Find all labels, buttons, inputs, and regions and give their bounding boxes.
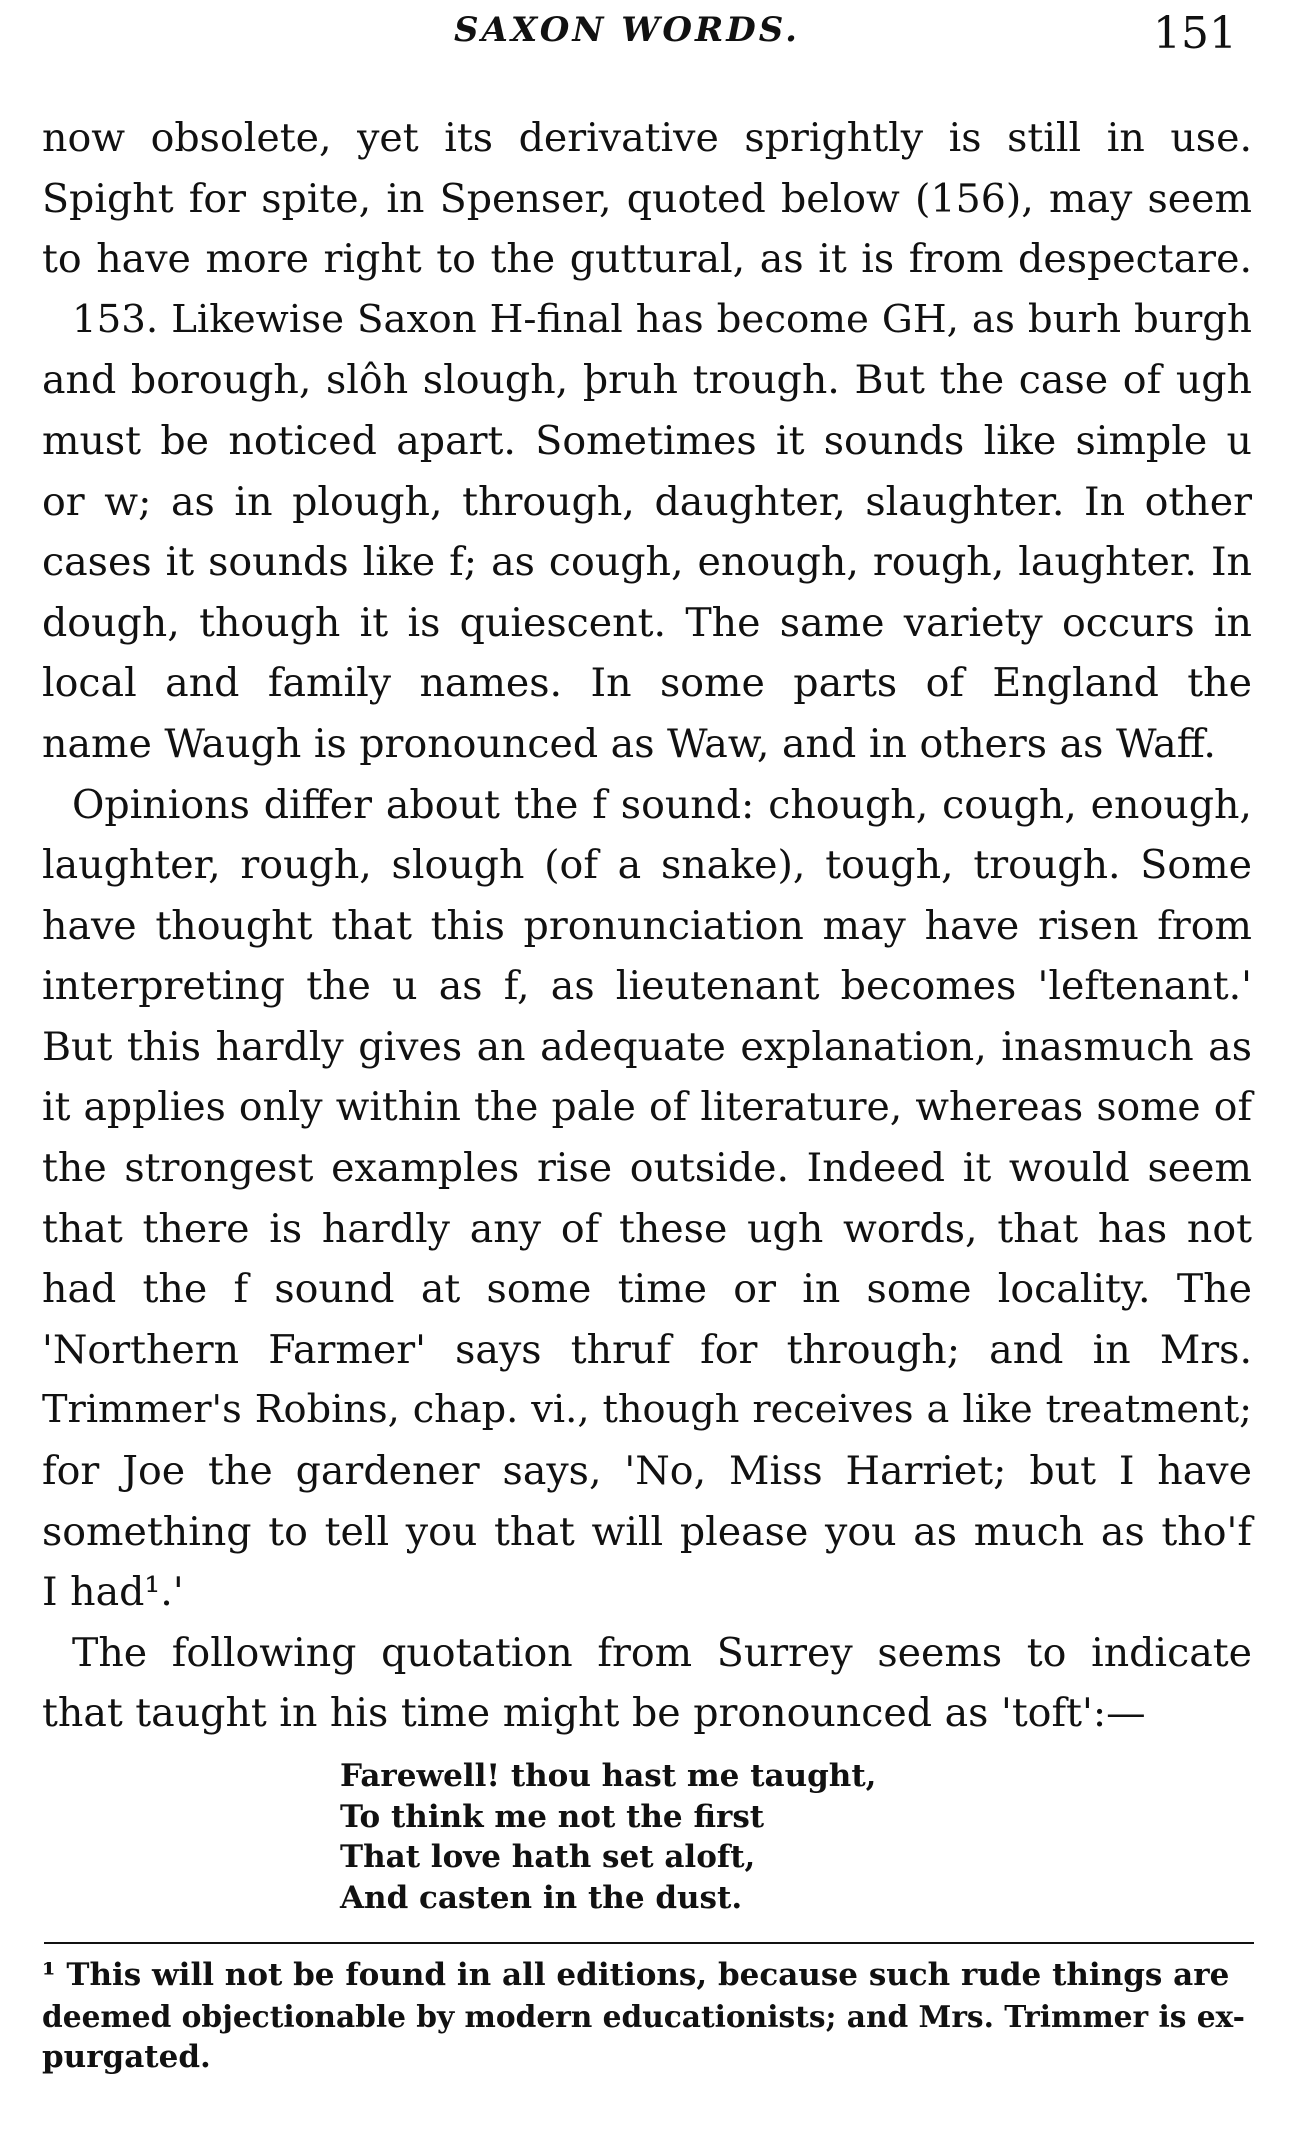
text-line: must be noticed apart. Sometimes it sounds like simple u xyxy=(42,417,1252,464)
verse-line: Farewell! thou hast me taught, xyxy=(340,1758,877,1794)
body-text xyxy=(42,108,1252,1744)
text-line: interpreting the u as f, as lieutenant becomes 'leftenant.' xyxy=(42,963,1252,1010)
text-line: it applies only within the pale of literature, whereas some of xyxy=(42,1084,1252,1130)
running-head xyxy=(0,8,1299,68)
text-line: or w; as in plough, through, daughter, slaughter. In other xyxy=(42,478,1252,525)
text-line: name Waugh is pronounced as Waw, and in others as Waff. xyxy=(42,720,1216,767)
text-line: laughter, rough, slough (of a snake), tough, trough. Some xyxy=(42,842,1252,889)
text-line: local and family names. In some parts of England the xyxy=(42,660,1252,707)
verse-line: And casten in the dust. xyxy=(340,1879,743,1916)
text-line: the strongest examples rise outside. Indeed it would seem xyxy=(42,1145,1252,1192)
text-line: 'Northern Farmer' says thruf for through; and in Mrs. xyxy=(42,1326,1252,1373)
page-number: 151 xyxy=(1153,8,1237,59)
verse-line: To think me not the first xyxy=(340,1798,765,1835)
text-line: that taught in his time might be pronounced as 'toft':— xyxy=(42,1690,1146,1737)
footnote xyxy=(42,1955,1252,2078)
footnote-line: purgated. xyxy=(42,2039,211,2075)
text-line: that there is hardly any of these ugh words, that has not xyxy=(42,1205,1252,1252)
footnote-line: deemed objectionable by modern educationists; and Mrs. Trimmer is ex- xyxy=(42,1999,1245,2034)
text-line: But this hardly gives an adequate explanation, inasmuch as xyxy=(42,1023,1252,1070)
footnote-line: ¹ This will not be found in all editions, because such rude things are xyxy=(42,1957,1230,1993)
text-line: and borough, slôh slough, þruh trough. But the case of ugh xyxy=(42,357,1252,404)
running-title: SAXON WORDS. xyxy=(454,10,800,50)
text-line: Trimmer's Robins, chap. vi., though receives a like treatment; xyxy=(42,1387,1252,1433)
text-line: to have more right to the guttural, as it is from despectare. xyxy=(42,236,1252,283)
footnote-rule xyxy=(44,1942,1254,1944)
section-153-start: 153. Likewise Saxon H-final has become GH, as burh burgh xyxy=(72,296,1252,342)
text-line: cases it sounds like f; as cough, enough, rough, laughter. In xyxy=(42,539,1252,586)
paragraph-start: Opinions differ about the f sound: chough, cough, enough, xyxy=(72,781,1252,828)
text-line: had the f sound at some time or in some locality. The xyxy=(42,1266,1252,1313)
text-line: I had¹.' xyxy=(42,1569,184,1616)
text-line: for Joe the gardener says, 'No, Miss Harriet; but I have xyxy=(42,1448,1252,1495)
paragraph-start: The following quotation from Surrey seems to indicate xyxy=(72,1629,1252,1676)
text-line: have thought that this pronunciation may have risen from xyxy=(42,902,1252,949)
text-line: Spight for spite, in Spenser, quoted below (156), may seem xyxy=(42,175,1252,222)
text-line: now obsolete, yet its derivative sprightly is still in use. xyxy=(42,115,1252,161)
verse-quotation xyxy=(340,1756,876,1918)
text-line: dough, though it is quiescent. The same variety occurs in xyxy=(42,599,1252,646)
verse-line: That love hath set aloft, xyxy=(340,1839,756,1875)
text-line: something to tell you that will please you as much as tho'f xyxy=(42,1508,1252,1555)
